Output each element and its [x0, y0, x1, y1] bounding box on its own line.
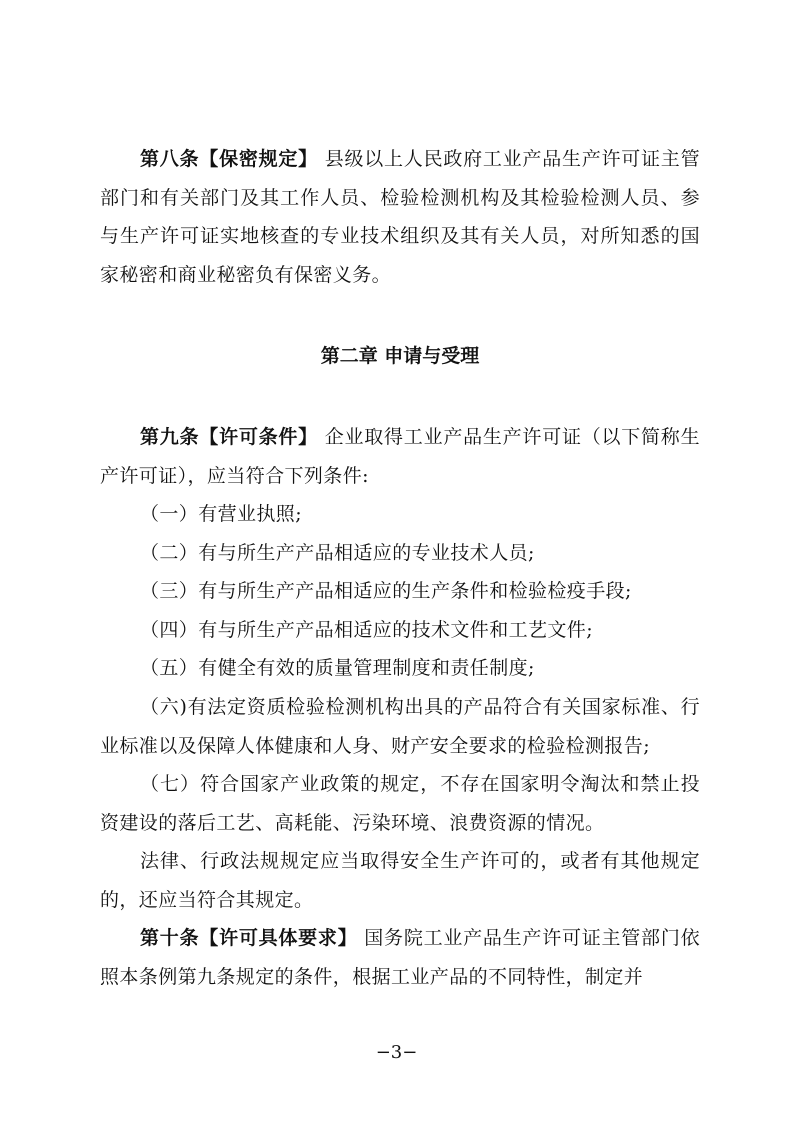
list-item: （二）有与所生产产品相适应的专业技术人员; — [140, 542, 535, 564]
page-number: −3− — [375, 1042, 418, 1063]
chapter-title: 第二章 申请与受理 — [320, 345, 480, 367]
list-item: （七）符合国家产业政策的规定，不存在国家明令淘汰和禁止投资建设的落后工艺、高耗能、污染环境、浪费资源的情况。 — [100, 773, 700, 834]
article-10-label: 第十条【许可具体要求】 — [140, 927, 358, 949]
list-item: （三）有与所生产产品相适应的生产条件和检验检疫手段; — [140, 580, 632, 602]
article-8-label: 第八条【保密规定】 — [140, 148, 318, 170]
article-8-text: 县级以上人民政府工业产品生产许可证主管部门和有关部门及其工作人员、检验检测机构及其检验检测人员、参与生产许可证实地核查的专业技术组织及其有关人员，对所知悉的国家秘密和商业秘密负有保密义务。 — [100, 148, 700, 286]
list-item: （一）有营业执照; — [140, 503, 303, 525]
article-9 — [100, 418, 700, 495]
list-item: （四）有与所生产产品相适应的技术文件和工艺文件; — [140, 619, 594, 641]
list-item: （五）有健全有效的质量管理制度和责任制度; — [140, 657, 535, 679]
article-10 — [100, 919, 700, 996]
article-9-label: 第九条【许可条件】 — [140, 426, 318, 448]
article-10-text: 国务院工业产品生产许可证主管部门依照本条例第九条规定的条件，根据工业产品的不同特性，制定并 — [100, 927, 700, 988]
article-9-text: 企业取得工业产品生产许可证（以下简称生产许可证），应当符合下列条件: — [100, 426, 700, 487]
article-8 — [100, 140, 700, 294]
article-9-extra: 法律、行政法规规定应当取得安全生产许可的，或者有其他规定的，还应当符合其规定。 — [100, 850, 700, 911]
list-item: （六)有法定资质检验检测机构出具的产品符合有关国家标准、行业标准以及保障人体健康和人身、财产安全要求的检验检测报告; — [100, 696, 700, 757]
